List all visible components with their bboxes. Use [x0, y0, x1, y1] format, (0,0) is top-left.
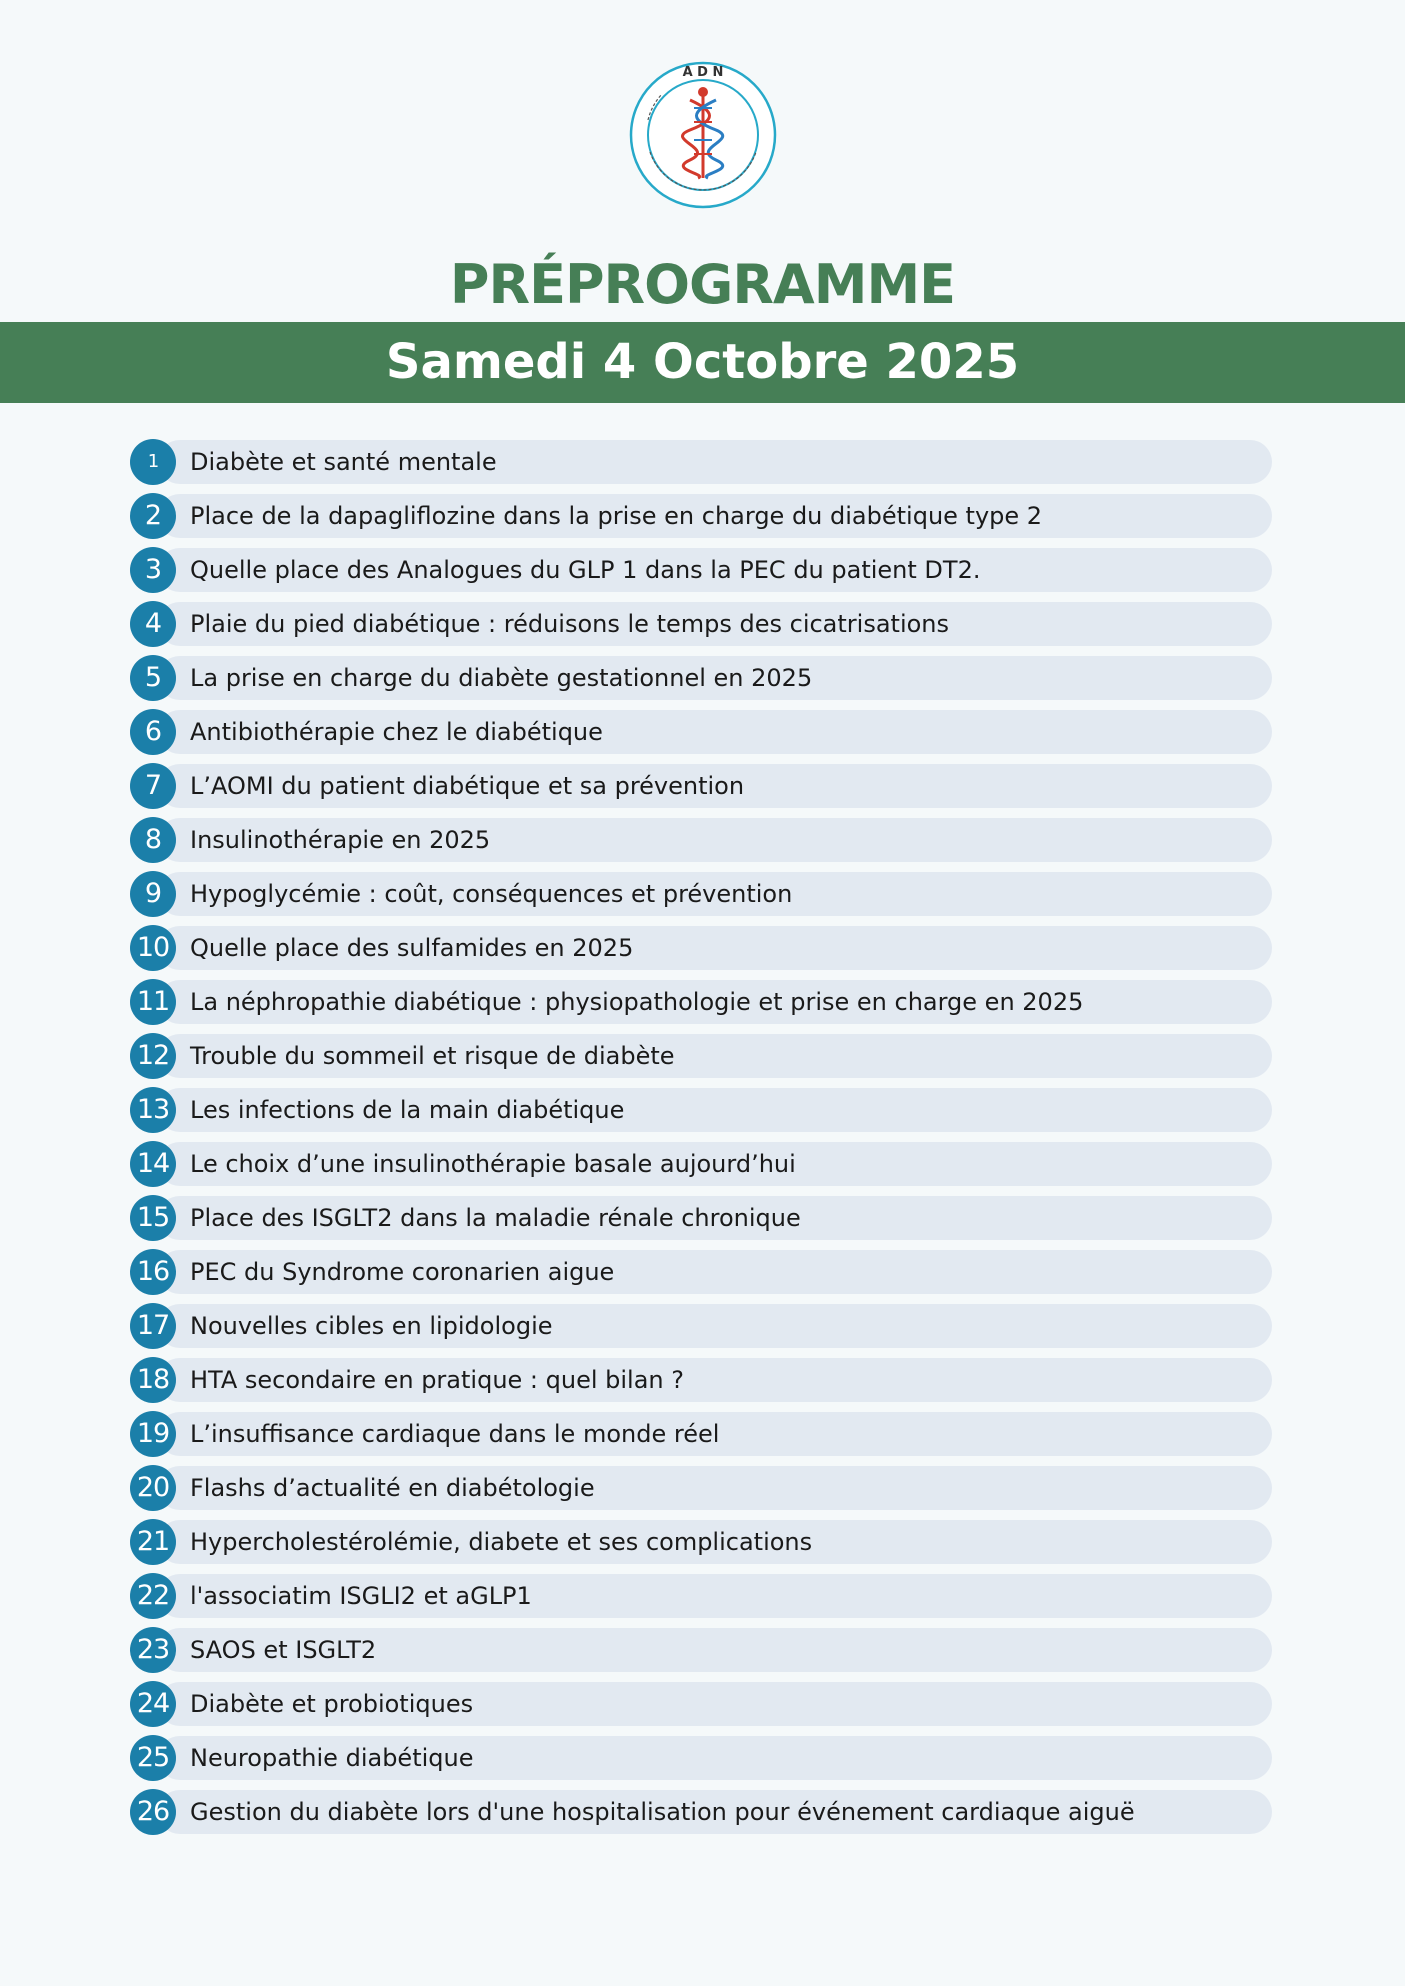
- topic-row-3: [130, 546, 1272, 592]
- topic-row-19: [130, 1410, 1272, 1456]
- topic-row-20: [130, 1464, 1272, 1510]
- topic-label: HTA secondaire en pratique : quel bilan ?: [190, 1366, 685, 1394]
- topic-row-21: [130, 1518, 1272, 1564]
- topic-label: La néphropathie diabétique : physiopathologie et prise en charge en 2025: [190, 988, 1084, 1016]
- topic-row-6: [130, 708, 1272, 754]
- topic-number: 20: [130, 1465, 176, 1511]
- topic-number: 19: [130, 1411, 176, 1457]
- topic-row-12: [130, 1032, 1272, 1078]
- topic-number: 16: [130, 1249, 176, 1295]
- topic-row-9: [130, 870, 1272, 916]
- topic-row-15: [130, 1194, 1272, 1240]
- topic-label: PEC du Syndrome coronarien aigue: [190, 1258, 615, 1286]
- topic-row-1: [130, 438, 1272, 484]
- topic-label: Insulinothérapie en 2025: [190, 826, 491, 854]
- topic-label: Hypercholestérolémie, diabete et ses complications: [190, 1528, 813, 1556]
- topic-label: Antibiothérapie chez le diabétique: [190, 718, 603, 746]
- topic-label: Gestion du diabète lors d'une hospitalisation pour événement cardiaque aiguë: [190, 1798, 1135, 1826]
- topic-label: Les infections de la main diabétique: [190, 1096, 625, 1124]
- topic-row-7: [130, 762, 1272, 808]
- svg-text:A D N: A D N: [682, 65, 724, 80]
- topic-label: Place des ISGLT2 dans la maladie rénale chronique: [190, 1204, 801, 1232]
- topic-row-23: [130, 1626, 1272, 1672]
- topic-label: SAOS et ISGLT2: [190, 1636, 377, 1664]
- topic-row-5: [130, 654, 1272, 700]
- topic-row-25: [130, 1734, 1272, 1780]
- topic-number: 7: [130, 763, 176, 809]
- topic-number: 3: [130, 547, 176, 593]
- topic-number: 5: [130, 655, 176, 701]
- topic-number: 2: [130, 493, 176, 539]
- topic-row-24: [130, 1680, 1272, 1726]
- topic-number: 23: [130, 1627, 176, 1673]
- page-title: PRÉPROGRAMME: [449, 253, 956, 316]
- topic-label: Flashs d’actualité en diabétologie: [190, 1474, 595, 1502]
- topic-number: 9: [130, 871, 176, 917]
- date-text: Samedi 4 Octobre 2025: [385, 334, 1020, 390]
- adn-logo: [628, 60, 778, 210]
- topic-label: Place de la dapagliflozine dans la prise en charge du diabétique type 2: [190, 502, 1043, 530]
- topic-number: 4: [130, 601, 176, 647]
- topic-number: 15: [130, 1195, 176, 1241]
- topic-number: 6: [130, 709, 176, 755]
- topic-row-13: [130, 1086, 1272, 1132]
- topic-row-16: [130, 1248, 1272, 1294]
- topic-row-11: [130, 978, 1272, 1024]
- topic-row-14: [130, 1140, 1272, 1186]
- topic-number: 11: [130, 979, 176, 1025]
- topic-label: Plaie du pied diabétique : réduisons le temps des cicatrisations: [190, 610, 950, 638]
- topic-label: La prise en charge du diabète gestationnel en 2025: [190, 664, 813, 692]
- topic-number: 14: [130, 1141, 176, 1187]
- topic-number: 13: [130, 1087, 176, 1133]
- topic-number: 12: [130, 1033, 176, 1079]
- topic-number: 26: [130, 1789, 176, 1835]
- topic-label: Quelle place des Analogues du GLP 1 dans la PEC du patient DT2.: [190, 556, 981, 584]
- topic-number: 22: [130, 1573, 176, 1619]
- topic-number: 25: [130, 1735, 176, 1781]
- topic-number: 10: [130, 925, 176, 971]
- topic-label: Diabète et probiotiques: [190, 1690, 474, 1718]
- topic-number: 1: [130, 439, 176, 485]
- topic-label: Le choix d’une insulinothérapie basale aujourd’hui: [190, 1150, 796, 1178]
- topic-label: L’AOMI du patient diabétique et sa prévention: [190, 772, 745, 800]
- topic-number: 21: [130, 1519, 176, 1565]
- topic-row-22: [130, 1572, 1272, 1618]
- topic-number: 18: [130, 1357, 176, 1403]
- topic-label: L’insuffisance cardiaque dans le monde réel: [190, 1420, 720, 1448]
- date-banner: [0, 322, 1405, 403]
- topic-number: 17: [130, 1303, 176, 1349]
- topic-list: [130, 438, 1272, 1842]
- topic-row-2: [130, 492, 1272, 538]
- topic-label: l'associatim ISGLI2 et aGLP1: [190, 1582, 532, 1610]
- topic-row-4: [130, 600, 1272, 646]
- topic-number: 8: [130, 817, 176, 863]
- topic-label: Trouble du sommeil et risque de diabète: [190, 1042, 675, 1070]
- topic-label: Nouvelles cibles en lipidologie: [190, 1312, 553, 1340]
- topic-row-26: [130, 1788, 1272, 1834]
- topic-label: Quelle place des sulfamides en 2025: [190, 934, 634, 962]
- topic-row-10: [130, 924, 1272, 970]
- topic-row-17: [130, 1302, 1272, 1348]
- topic-number: 24: [130, 1681, 176, 1727]
- topic-label: Neuropathie diabétique: [190, 1744, 474, 1772]
- topic-row-18: [130, 1356, 1272, 1402]
- topic-label: Diabète et santé mentale: [190, 448, 497, 476]
- topic-label: Hypoglycémie : coût, conséquences et prévention: [190, 880, 793, 908]
- topic-row-8: [130, 816, 1272, 862]
